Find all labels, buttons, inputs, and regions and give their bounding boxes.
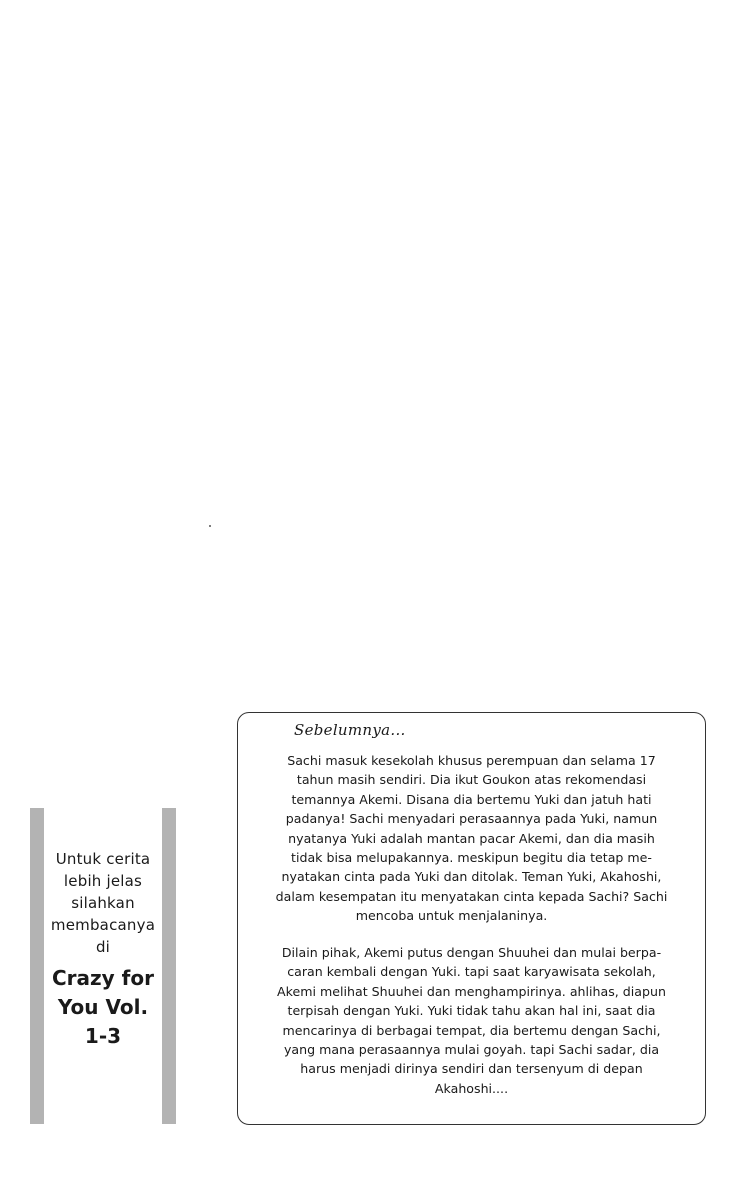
note-line: Untuk cerita bbox=[55, 850, 151, 868]
gray-bar-left bbox=[30, 808, 44, 1124]
recap-line: temannya Akemi. Disana dia bertemu Yuki dan jatuh hati bbox=[291, 791, 652, 807]
note-line: membacanya bbox=[50, 916, 156, 934]
recap-line: nyatakan cinta pada Yuki dan ditolak. Teman Yuki, Akahoshi, bbox=[281, 869, 662, 885]
print-speck bbox=[209, 525, 211, 527]
recap-line: yang mana perasaannya mulai goyah. tapi Sachi sadar, dia bbox=[283, 1042, 660, 1058]
gray-bar-right bbox=[162, 808, 176, 1124]
recap-line: dalam kesempatan itu menyatakan cinta kepada Sachi? Sachi bbox=[275, 888, 668, 904]
recap-line: tahun masih sendiri. Dia ikut Goukon atas rekomendasi bbox=[296, 772, 647, 788]
recap-line: mencoba untuk menjalaninya. bbox=[355, 908, 548, 924]
series-title-line: 1-3 bbox=[84, 1024, 122, 1048]
recap-paragraph-1 bbox=[252, 751, 691, 926]
recap-line: tidak bisa melupakannya. meskipun begitu dia tetap me- bbox=[291, 850, 652, 866]
recap-box bbox=[237, 712, 706, 1125]
recap-line: nyatanya Yuki adalah mantan pacar Akemi, dan dia masih bbox=[288, 830, 655, 846]
recap-line: harus menjadi dirinya sendiri dan tersenyum di depan bbox=[300, 1061, 643, 1077]
note-line: di bbox=[95, 938, 111, 956]
note-line: lebih jelas bbox=[63, 872, 143, 890]
recap-line: Dilain pihak, Akemi putus dengan Shuuhei dan mulai berpa- bbox=[281, 945, 662, 960]
note-line: silahkan bbox=[71, 894, 135, 912]
recap-line: mencarinya di berbagai tempat, dia bertemu dengan Sachi, bbox=[282, 1022, 661, 1038]
series-title-line: Crazy for bbox=[52, 966, 154, 990]
recap-heading: Sebelumnya... bbox=[294, 721, 406, 739]
recap-paragraph-2 bbox=[252, 943, 691, 1098]
reading-note-text bbox=[44, 848, 162, 1051]
recap-line: Akemi melihat Shuuhei dan menghampirinya. ahlihas, diapun bbox=[277, 983, 666, 999]
recap-line: caran kembali dengan Yuki. tapi saat karyawisata sekolah, bbox=[287, 964, 656, 980]
reading-note bbox=[30, 808, 176, 1124]
recap-line: Akahoshi.... bbox=[434, 1080, 509, 1096]
recap-line: Sachi masuk kesekolah khusus perempuan dan selama 17 bbox=[287, 753, 656, 768]
recap-line: padanya! Sachi menyadari perasaannya pada Yuki, namun bbox=[285, 811, 658, 827]
series-title-line: You Vol. bbox=[57, 995, 149, 1019]
recap-line: terpisah dengan Yuki. Yuki tidak tahu akan hal ini, saat dia bbox=[287, 1003, 656, 1019]
